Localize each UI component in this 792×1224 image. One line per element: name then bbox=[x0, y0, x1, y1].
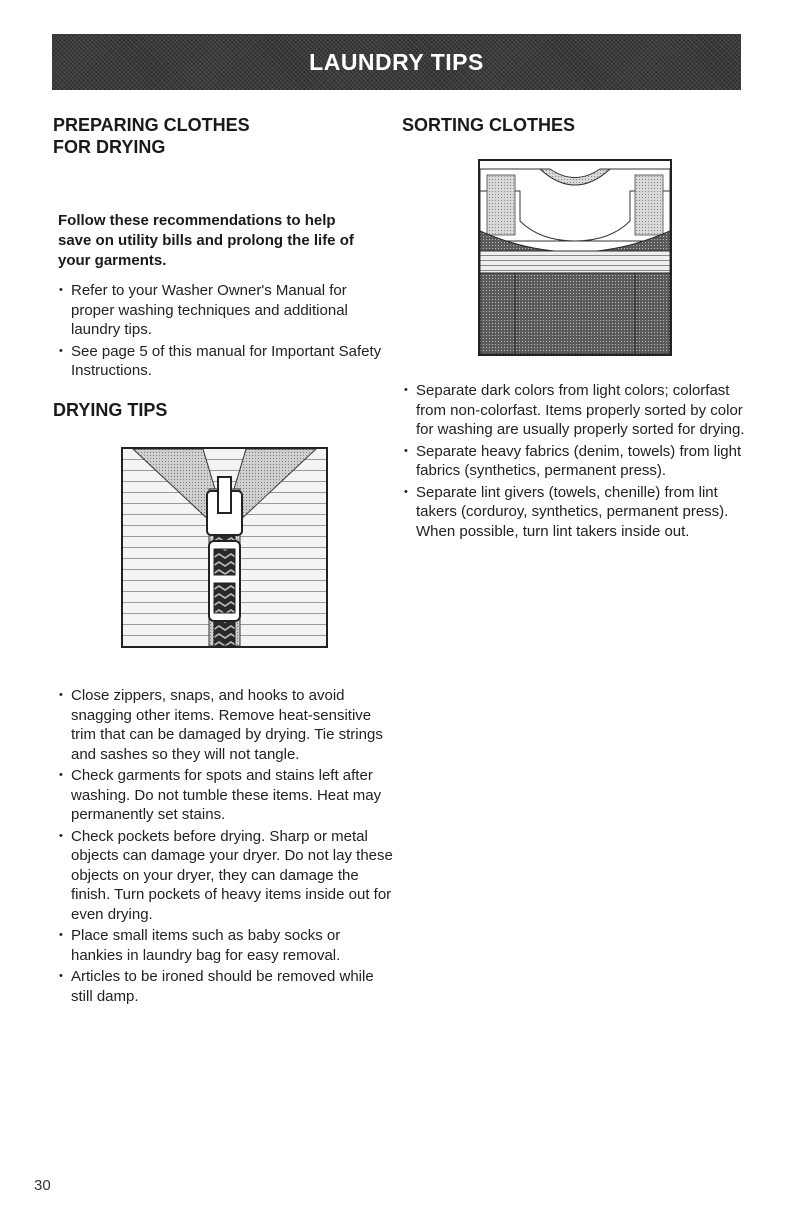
list-item: • Close zippers, snaps, and hooks to avoid snagging other items. Remove heat-sensitive trim that can be damaged by drying. Tie strings and sashes so they will not tangle. bbox=[58, 686, 393, 764]
sorting-heading: SORTING CLOTHES bbox=[402, 115, 576, 135]
zipper-illustration bbox=[121, 447, 328, 648]
preparing-heading-line2: FOR DRYING bbox=[53, 137, 166, 157]
list-item: • Separate dark colors from light colors; colorfast from non-colorfast. Items properly sorted by color for washing are usually properly sorted for drying. bbox=[403, 381, 748, 440]
preparing-bullet-list bbox=[58, 281, 383, 383]
list-item: • Separate lint givers (towels, chenille) from lint takers (corduroy, synthetics, permanent press). When possible, turn lint takers inside out. bbox=[403, 483, 748, 542]
drying-heading: DRYING TIPS bbox=[53, 400, 168, 420]
zipper-icon bbox=[123, 449, 326, 646]
list-item: • Check garments for spots and stains left after washing. Do not tumble these items. Heat may permanently set stains. bbox=[58, 766, 393, 825]
list-item: • Articles to be ironed should be removed while still damp. bbox=[58, 967, 393, 1006]
drying-bullet-list bbox=[58, 686, 393, 1008]
preparing-intro: Follow these recommendations to help save on utility bills and prolong the life of your garments. bbox=[58, 212, 354, 269]
list-item: • See page 5 of this manual for Important Safety Instructions. bbox=[58, 342, 383, 381]
list-item: • Separate heavy fabrics (denim, towels) from light fabrics (synthetics, permanent press). bbox=[403, 442, 748, 481]
list-item: • Refer to your Washer Owner's Manual for proper washing techniques and additional laundry tips. bbox=[58, 281, 383, 340]
preparing-heading-line1: PREPARING CLOTHES bbox=[53, 115, 250, 135]
banner-title: LAUNDRY TIPS bbox=[309, 48, 484, 75]
page-number: 30 bbox=[34, 1177, 51, 1194]
list-item: • Check pockets before drying. Sharp or metal objects can damage your dryer. Do not lay these objects on your dryer, they can damage the finish. Turn pockets of heavy items inside out for even drying. bbox=[58, 827, 393, 925]
shirts-illustration bbox=[478, 159, 672, 356]
section-banner bbox=[52, 34, 741, 90]
list-item: • Place small items such as baby socks or hankies in laundry bag for easy removal. bbox=[58, 926, 393, 965]
sorting-bullet-list bbox=[403, 381, 748, 543]
stacked-shirts-icon bbox=[480, 161, 670, 354]
